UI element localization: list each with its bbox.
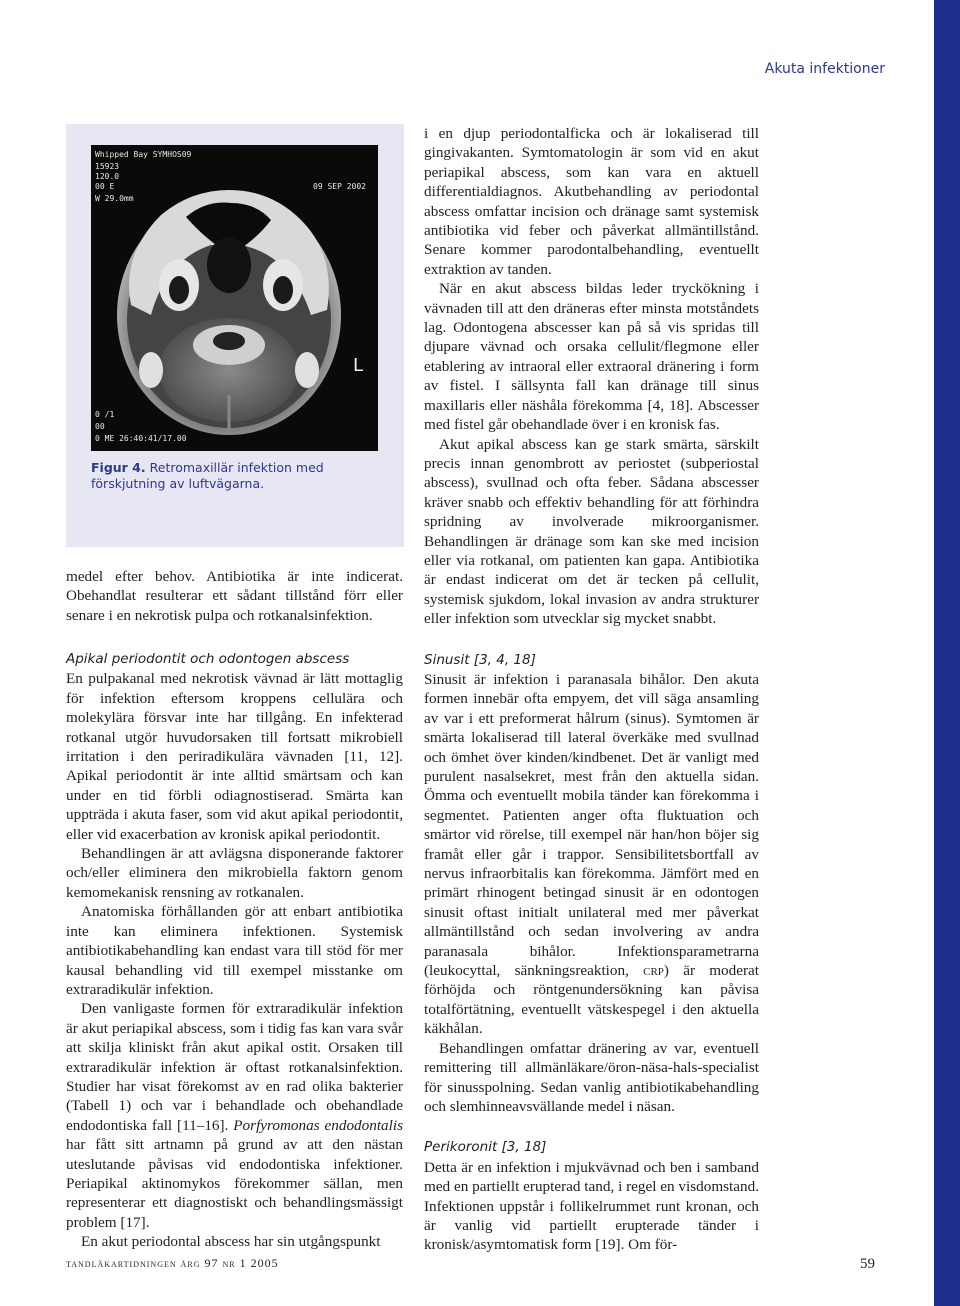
paragraph	[424, 670, 759, 1039]
paragraph-text: ) är moderat förhöjda och röntgenundersökning kan påvisa totalförtätning, eventuellt vätskespegel i den aktuella käkhålan.	[424, 962, 759, 1038]
paragraph: Behandlingen omfattar dränering av var, eventuell remittering till allmänläkare/öron-näsa-hals-specialist för sinusspolning. Sedan vanlig antibiotikabehandling och slemhinneavsvällande medel i näsan.	[424, 1039, 759, 1115]
ct-scan-drawing	[91, 145, 378, 451]
ct-text-5: W 29.0mm	[95, 194, 134, 203]
paragraph: En akut periodontal abscess har sin utgångspunkt	[81, 1233, 381, 1251]
right-column	[424, 124, 759, 1255]
paragraph: När en akut abscess bildas leder tryckökning i vävnaden till att den dräneras efter minsta motståndets lag. Odontogena abscesser kan på så vis spridas till djupare vävnad och orsaka cellulit/flegmone eller etablering av intraoral eller extraoral dränering i form av fistel. I sällsynta fall kan dränage till sinus maxillaris eller näshåla förekomma [4, 18]. Abscesser med fistel går obehandlade över i en kronisk fas.	[424, 280, 759, 434]
paragraph-text: Sinusit är infektion i paranasala bihålor. Den akuta formen innebär ofta empyem, det vill säga ansamling av var i ett preformerat hålrum (sinus). Symtomen är smärta lokaliserad till lateral överkäke med svullnad och ömhet över kinden/kindbenet. Det är vanligt med purulent nasalsekret, mest från den aktuella sidan. Ömma och eventuellt mobila tänder kan förekomma i segmentet. Patienten anger ofta fluktuation och smärtor vid rörelse, till exempel när han/hon böjer sig framåt eller går i trappor. Sensibilitetsbortfall av nervus infraorbitalis kan förekomma. Jämfört med en primärt rhinogent betingad sinusit är en odontogen sinusit oftast initialt unilateral med mer påverkat allmäntillstånd och sedan involvering av andra paranasala bihålor. Infektionsparametrarna (leukocyttal, sänkningsreaktion,	[424, 670, 759, 980]
paragraph: Detta är en infektion i mjukvävnad och ben i samband med en partiellt erupterad tand, i regel en visdomstand. Infektionen uppstår i follikelrummet runt kronan, och är vanlig vid partiellt erupterade tänder i kronisk/asymtomatisk form [19]. Om för-	[424, 1158, 759, 1254]
ct-text-4: 00 E	[95, 182, 115, 191]
ct-text-1: Whipped Bay SYMHOS09	[95, 150, 192, 159]
figure-caption-text: Retromaxillär infektion med förskjutning av luftvägarna.	[91, 460, 324, 491]
abbreviation: crp	[643, 962, 664, 980]
species-name: Porfyromonas endodontalis	[233, 1116, 403, 1134]
section-header: Akuta infektioner	[764, 61, 885, 77]
ct-bottom-2: 00	[95, 422, 105, 431]
paragraph-text: har fått sitt artnamn på grund av att den nästan uteslutande påvisas vid endodontiska infektioner. Periapikal aktinomykos förekommer sällan, men representerar ett diagnostiskt och behandlingsmässigt problem [17].	[66, 1136, 403, 1231]
ct-text-3: 120.0	[95, 172, 120, 181]
paragraph: Anatomiska förhållanden gör att enbart antibiotika inte kan eliminera infektionen. Systemisk antibiotikabehandling kan endast vara till stöd för mer kausal behandling vid till exempel misstanke om extraradikulär infektion.	[66, 903, 403, 998]
ct-bottom-1: 0 /1	[95, 410, 115, 419]
paragraph: Akut apikal abscess kan ge stark smärta, särskilt precis innan genombrott av periostet (subperiostal abscess), svullnad och ofta feber. Sådana abscesser kräver snabb och effektiv behandling för att förhindra spridning av involverade mikroorganismer. Behandlingen är dränage som kan ske med incision eller via rotkanal, om patienten kan gapa. Antibiotika är endast indicerat om det är tecken på cellulit, systemisk sjukdom, lokal invasion av andra strukturer eller infektion som utvecklar sig mycket snabbt.	[424, 435, 759, 628]
paragraph: i en djup periodontalficka och är lokaliserad till gingivakanten. Symtomatologin är som vid en akut periapikal abscess, som kan vara en aktuell differentialdiagnos. Akutbehandling av periodontal abscess omfattar incision och dränage samt systemisk antibiotika vid feber och påverkat allmäntillstånd. Senare kommer parodontalbehandling, eventuellt extraktion av tanden.	[424, 125, 759, 278]
paragraph-text: Den vanligaste formen för extraradikulär infektion är akut periapikal abscess, som i tidig fas kan vara svår att skilja kliniskt från akut apikal ostit. Orsaken till extraradikulär infektion är oftast rotkanalsinfektion. Studier har visat förekomst av en rad olika bakterier (Tabell 1) och var i behandlade och obehandlade endodontiska fall [11–16].	[66, 1000, 403, 1134]
left-column	[66, 650, 403, 1252]
ct-bottom-3: 0 ME 26:40:41/17.00	[95, 434, 187, 443]
section-heading: Sinusit [3, 4, 18]	[424, 651, 536, 668]
paragraph: Behandlingen är att avlägsna disponerande faktorer och/eller eliminera den mikrobiella faktorn genom kemomekanisk rensning av rotkanalen.	[66, 845, 403, 901]
ct-date: 09 SEP 2002	[313, 182, 366, 191]
ct-scan-image	[91, 145, 378, 451]
page-number: 59	[860, 1256, 875, 1272]
ct-side-marker: L	[353, 355, 364, 376]
left-column-top	[66, 567, 403, 625]
paragraph: En pulpakanal med nekrotisk vävnad är lätt mottaglig för infektion eftersom kroppens cellulära och molekylära försvar inte har tillgång. En infekterad rotkanal utgör huvudorsaken till fortsatt mikrobiell irritation i den periradikulära vävnaden [11, 12]. Apikal periodontit är inte alltid smärtsam och kan under en tid förbli odiagnostiserad. Smärta kan uppträda i akuta faser, som vid akut apikal periodontit, eller vid exacerbation av kronisk apikal periodontit.	[66, 670, 403, 843]
figure-caption	[91, 460, 391, 492]
section-heading: Perikoronit [3, 18]	[424, 1139, 547, 1156]
section-heading: Apikal periodontit och odontogen abscess	[66, 651, 350, 667]
figure-label: Figur 4.	[91, 460, 146, 475]
journal-footer: tandläkartidningen årg 97 nr 1 2005	[66, 1256, 279, 1270]
page-edge-bar	[934, 0, 960, 1306]
paragraph: medel efter behov. Antibiotika är inte indicerat. Obehandlat resulterar ett sådant tillstånd förr eller senare i en nekrotisk pulpa och rotkanalsinfektion.	[66, 568, 403, 624]
ct-text-2: 15923	[95, 162, 120, 171]
paragraph	[66, 999, 403, 1232]
